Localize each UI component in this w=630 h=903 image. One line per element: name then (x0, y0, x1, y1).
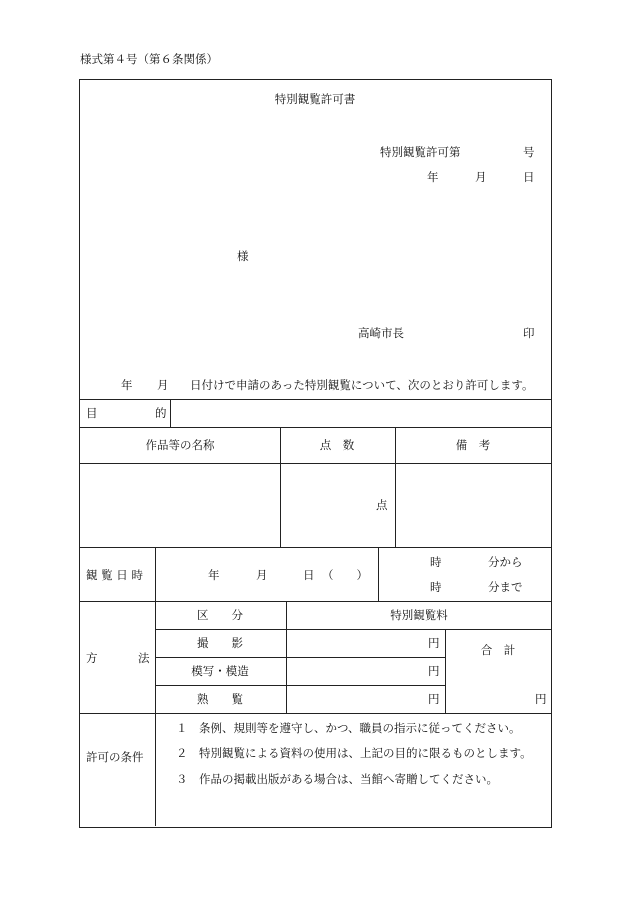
divider (155, 657, 445, 658)
method-row-unit: 円 (428, 692, 440, 706)
conditions-label: 許可の条件 (86, 750, 144, 764)
divider (280, 427, 281, 547)
statement-text: 日付けで申請のあった特別観覧について、次のとおり許可します。 (190, 378, 534, 392)
form-title: 特別観覧許可書 (274, 92, 356, 106)
items-header-name: 作品等の名称 (145, 438, 215, 452)
viewing-month: 月 (256, 568, 268, 582)
viewing-datetime-label: 観 覧 日 時 (86, 568, 143, 582)
method-total-unit: 円 (535, 692, 547, 706)
form-frame (79, 79, 552, 828)
method-total-label: 合 計 (480, 643, 516, 657)
items-header-count: 点 数 (319, 438, 355, 452)
issue-date-year: 年 (427, 170, 439, 184)
viewing-day: 日 (303, 568, 315, 582)
condition-item: １ 条例、規則等を遵守し、かつ、職員の指示に従ってください。 (176, 721, 521, 735)
method-row-category: 熟 覧 (197, 692, 243, 706)
form-number: 様式第４号（第６条関係） (80, 52, 218, 66)
divider (378, 547, 379, 601)
issue-date-month: 月 (475, 170, 487, 184)
divider (155, 629, 552, 630)
method-label-right: 法 (138, 651, 150, 665)
statement-year: 年 (121, 378, 133, 392)
divider (79, 427, 552, 428)
divider (395, 427, 396, 547)
issuer-seal: 印 (523, 326, 535, 340)
method-row-category: 模写・模造 (191, 664, 249, 678)
condition-item: ２ 特別観覧による資料の使用は、上記の目的に限るものとします。 (176, 746, 532, 760)
permit-number-label: 特別観覧許可第 (380, 145, 461, 159)
divider (445, 629, 446, 713)
method-label-left: 方 (86, 651, 98, 665)
divider (79, 601, 552, 602)
divider (79, 713, 552, 714)
viewing-start-min: 分から (488, 555, 523, 569)
divider (79, 547, 552, 548)
method-header-category: 区 分 (197, 608, 243, 622)
items-count-unit: 点 (376, 498, 388, 512)
divider (170, 399, 171, 427)
divider (155, 685, 445, 686)
divider (79, 399, 552, 400)
divider (79, 463, 552, 464)
method-row-unit: 円 (428, 636, 440, 650)
addressee-suffix: 様 (237, 249, 249, 263)
permit-number-suffix: 号 (523, 145, 535, 159)
viewing-year: 年 (208, 568, 220, 582)
method-header-fee: 特別観覧料 (390, 608, 448, 622)
viewing-start-hour: 時 (430, 555, 442, 569)
viewing-weekday: （ ） (322, 568, 368, 582)
divider (155, 547, 156, 826)
items-header-remarks: 備 考 (455, 438, 491, 452)
issuer-name: 高崎市長 (358, 326, 404, 340)
statement-month: 月 (157, 378, 169, 392)
viewing-end-min: 分まで (488, 580, 523, 594)
method-row-category: 撮 影 (197, 636, 243, 650)
issue-date-day: 日 (523, 170, 535, 184)
purpose-label-right: 的 (155, 406, 167, 420)
viewing-end-hour: 時 (430, 580, 442, 594)
method-row-unit: 円 (428, 664, 440, 678)
purpose-label-left: 目 (86, 406, 98, 420)
condition-item: ３ 作品の掲載出版がある場合は、当館へ寄贈してください。 (176, 772, 498, 786)
